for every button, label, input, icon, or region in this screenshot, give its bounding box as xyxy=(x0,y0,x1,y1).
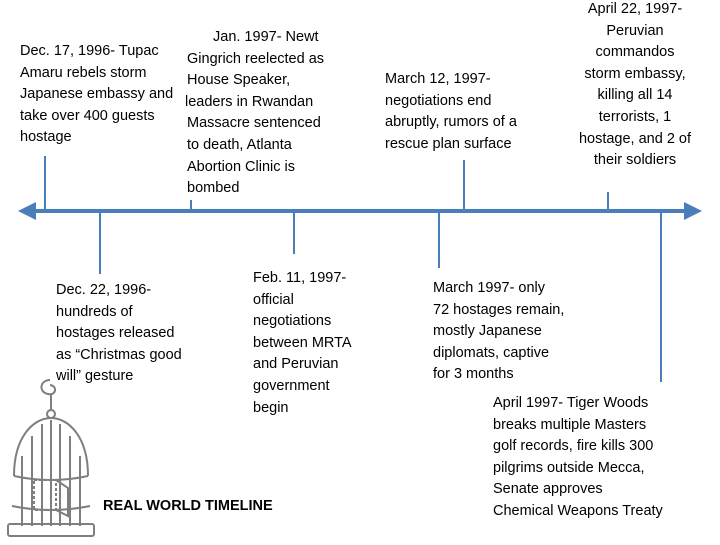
event-line: hostage xyxy=(20,129,72,146)
event-line: negotiations end xyxy=(385,92,492,109)
tick-jan-1997 xyxy=(190,200,192,210)
event-line: Amaru rebels storm xyxy=(20,64,147,81)
timeline-arrow-right xyxy=(684,202,702,220)
event-line: and Peruvian xyxy=(253,356,339,373)
event-line: hundreds of xyxy=(56,303,133,320)
event-line: March 1997- only xyxy=(433,280,546,296)
event-line: April 22, 1997- xyxy=(587,1,683,17)
event-line: Jan. 1997- Newt xyxy=(213,29,319,45)
tick-april-22-1997 xyxy=(607,192,609,210)
event-line: diplomats, captive xyxy=(433,344,550,361)
tick-march-12-1997 xyxy=(463,160,465,210)
event-line: hostage, and 2 of xyxy=(578,130,692,147)
timeline-title: REAL WORLD TIMELINE xyxy=(103,498,273,514)
event-line: Senate approves xyxy=(493,481,603,498)
event-line: House Speaker, xyxy=(187,72,291,89)
event-line: Feb. 11, 1997- xyxy=(253,270,347,286)
event-line: to death, Atlanta xyxy=(187,136,292,153)
event-line: April 1997- Tiger Woods xyxy=(493,395,649,411)
event-line: leaders in Rwandan xyxy=(185,93,314,110)
event-line: government xyxy=(253,377,330,394)
tick-dec-22-1996 xyxy=(99,212,101,274)
event-line: official xyxy=(253,291,294,308)
event-line: for 3 months xyxy=(433,366,514,383)
event-april-1997 xyxy=(493,393,663,523)
tick-march-1997 xyxy=(438,212,440,268)
timeline-arrow-left xyxy=(18,202,36,220)
event-line: terrorists, 1 xyxy=(598,108,672,125)
event-march-1997 xyxy=(433,278,564,386)
tick-feb-11-1997 xyxy=(293,212,295,254)
event-line: between MRTA xyxy=(253,334,352,351)
event-line: storm embassy, xyxy=(584,65,686,82)
event-line: bombed xyxy=(187,180,240,197)
event-line: commandos xyxy=(595,44,675,61)
event-jan-1997 xyxy=(185,27,324,200)
event-line: killing all 14 xyxy=(597,87,673,104)
event-line: Dec. 22, 1996- xyxy=(56,282,152,298)
tick-april-1997 xyxy=(660,212,662,382)
event-line: abruptly, rumors of a xyxy=(385,114,517,131)
event-line: as “Christmas good xyxy=(56,346,182,363)
event-line: take over 400 guests xyxy=(20,107,155,124)
event-line: will” gesture xyxy=(56,368,134,385)
event-line: rescue plan surface xyxy=(385,135,512,152)
tick-dec-17-1996 xyxy=(44,156,46,210)
event-line: golf records, fire kills 300 xyxy=(493,438,654,455)
event-line: begin xyxy=(253,399,289,416)
event-march-12-1997 xyxy=(385,69,517,155)
event-line: Massacre sentenced xyxy=(187,115,321,132)
event-line: negotiations xyxy=(253,313,332,330)
event-line: 72 hostages remain, xyxy=(433,301,565,318)
timeline-axis xyxy=(33,209,687,213)
event-line: pilgrims outside Mecca, xyxy=(493,459,645,476)
event-dec-22-1996 xyxy=(56,280,182,388)
event-april-22-1997 xyxy=(560,0,710,172)
event-line: hostages released xyxy=(56,325,175,342)
event-line: Dec. 17, 1996- Tupac xyxy=(20,43,159,59)
event-line: Peruvian xyxy=(606,22,664,39)
event-feb-11-1997 xyxy=(253,268,352,419)
event-line: March 12, 1997- xyxy=(385,71,491,87)
event-line: breaks multiple Masters xyxy=(493,416,647,433)
event-line: Chemical Weapons Treaty xyxy=(493,502,663,519)
event-line: Abortion Clinic is xyxy=(187,158,295,175)
birdcage-icon xyxy=(4,376,104,545)
event-line: mostly Japanese xyxy=(433,323,542,340)
event-line: their soldiers xyxy=(593,152,677,169)
event-dec-17-1996 xyxy=(20,41,173,149)
event-line: Gingrich reelected as xyxy=(187,50,325,67)
event-line: Japanese embassy and xyxy=(20,86,174,103)
